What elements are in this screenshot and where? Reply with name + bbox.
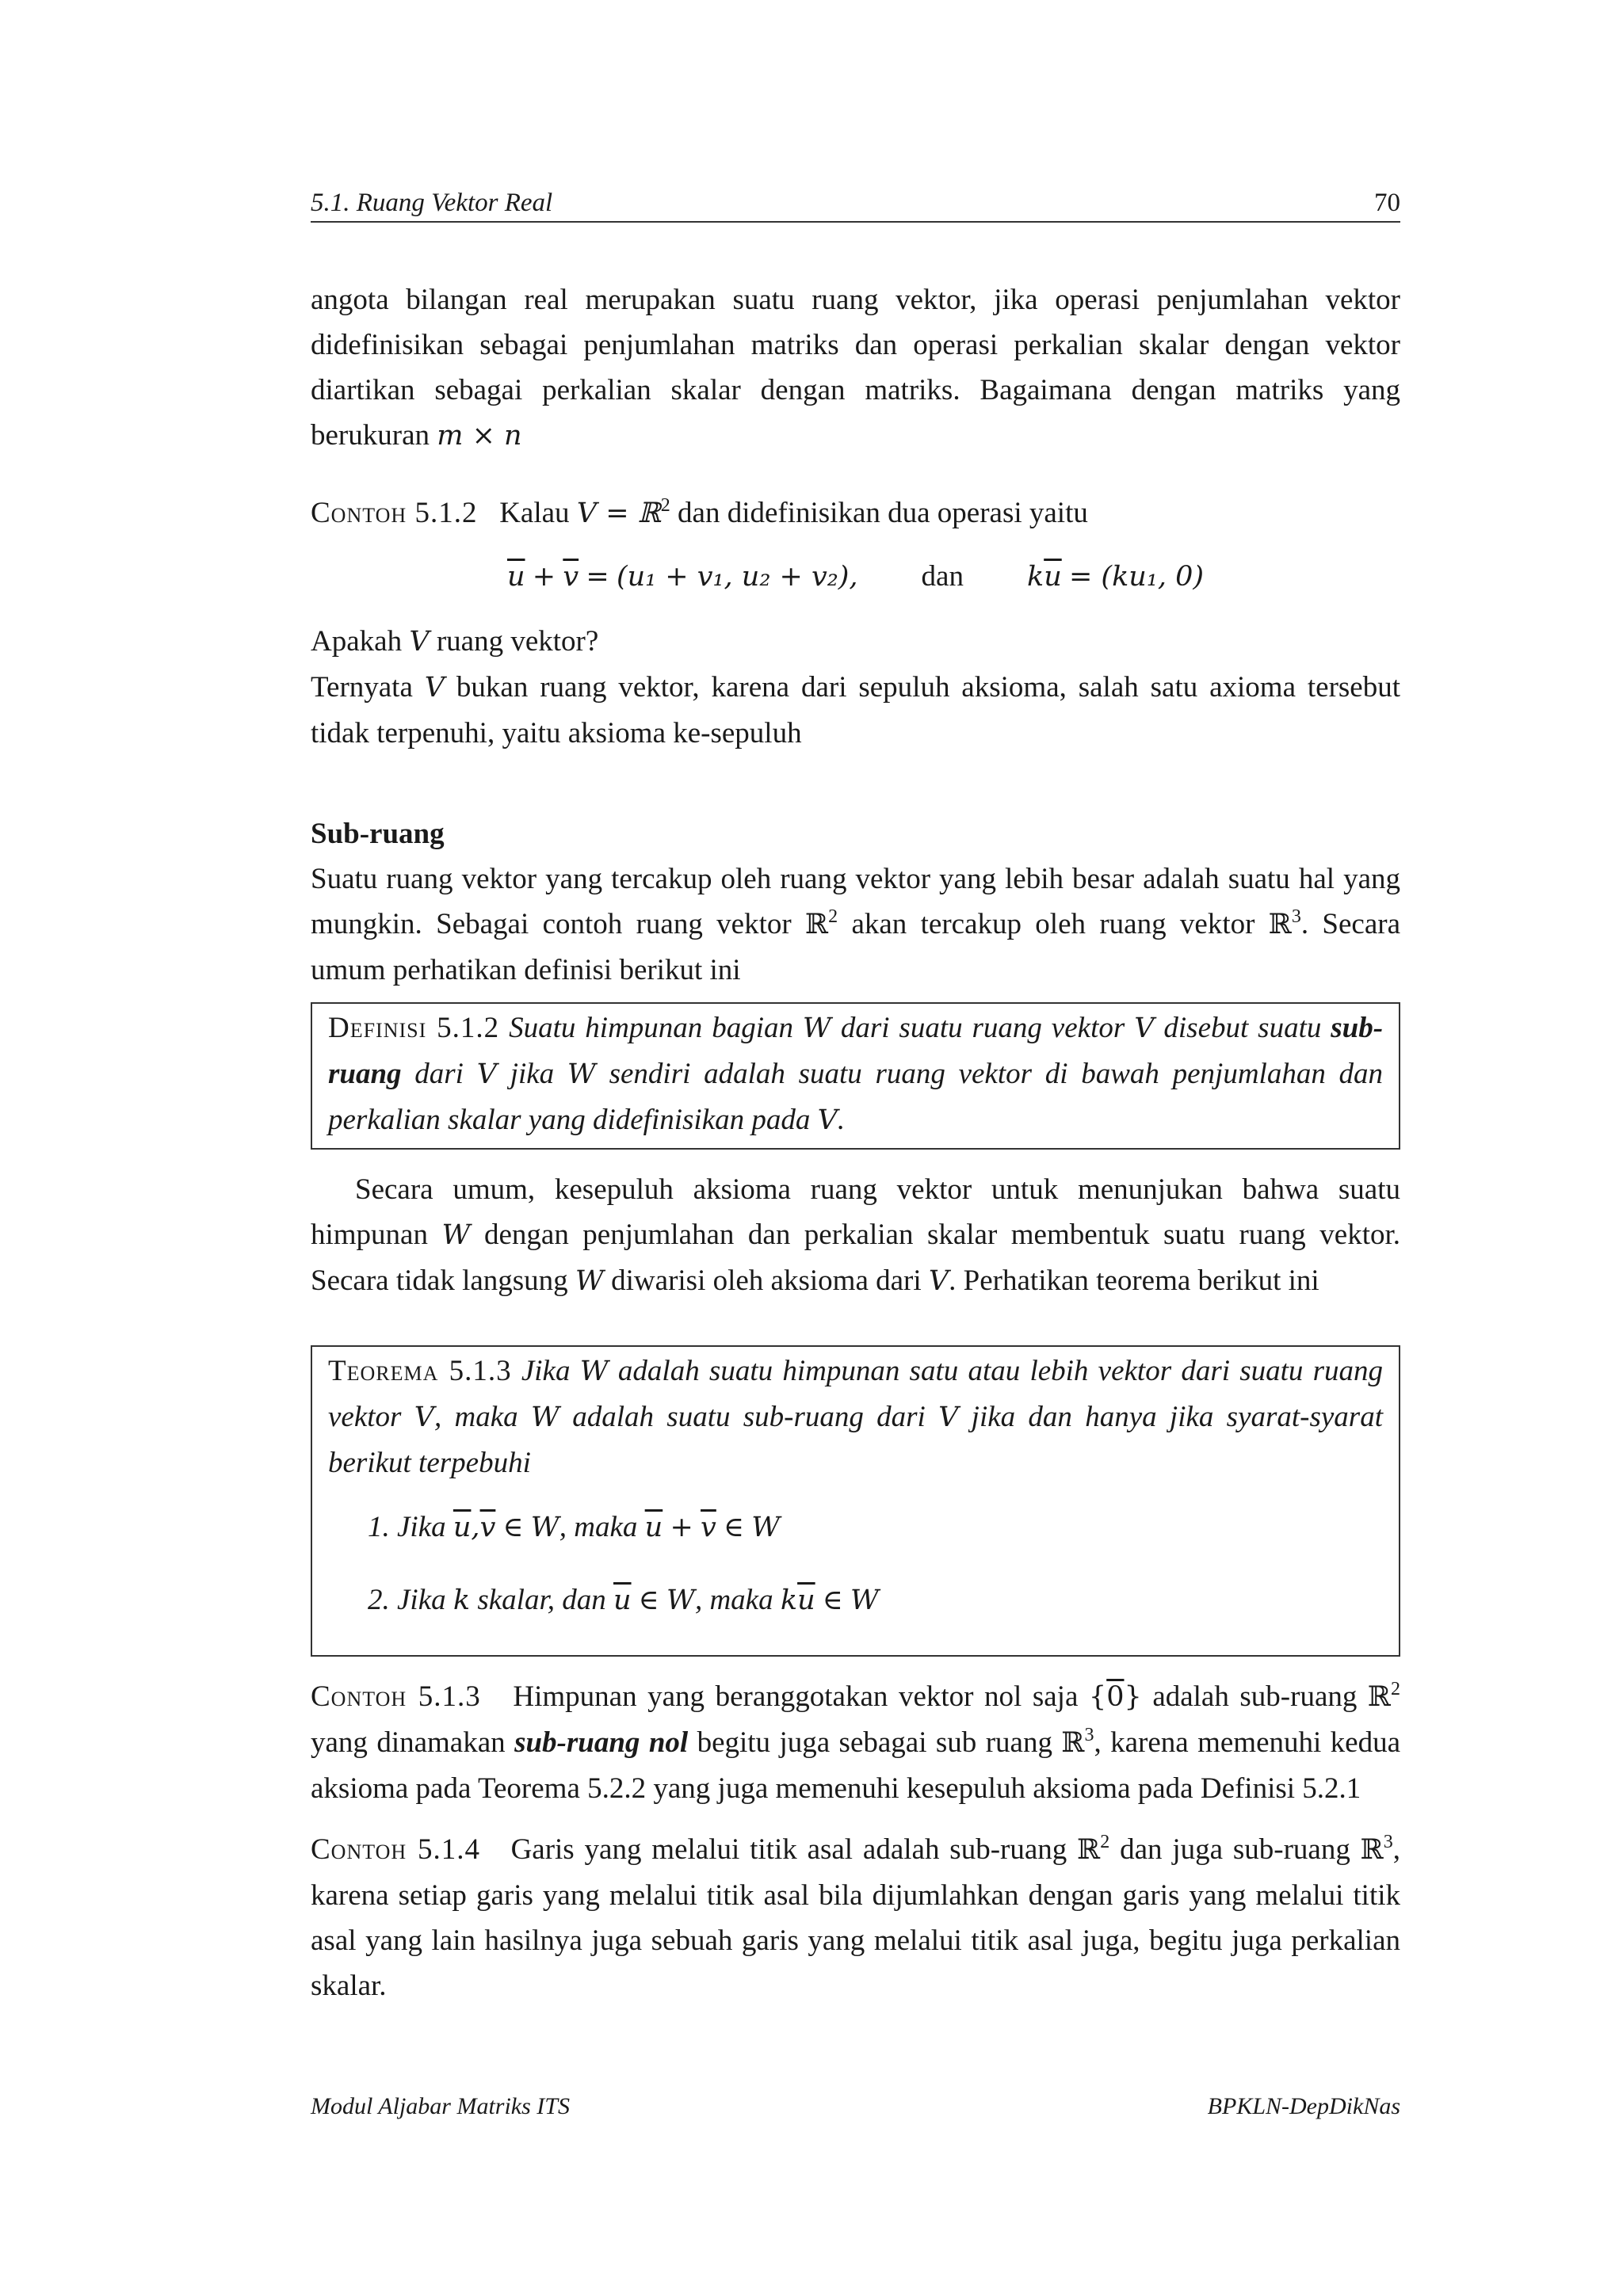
contoh-label: Contoh 5.1.4	[311, 1833, 481, 1866]
condition-item: 1. Jika $\overline{u},\overline{v}$ ∈ W, maka $\overline{u} + \overline{v}$ ∈ W	[368, 1511, 781, 1543]
running-footer	[311, 2093, 1400, 2120]
paragraph-intro: angota bilangan real merupakan suatu ruang vektor, jika operasi penjumlahan vektor didefinisikan sebagai penjumlahan matriks dan operasi perkalian skalar dengan vektor diartikan sebagai perkalian skalar dengan matriks. Bagaimana dengan matriks yang berukuran m × n	[311, 284, 1400, 452]
theorem-label: Teorema 5.1.3	[328, 1355, 512, 1387]
definition-box: Definisi 5.1.2 Suatu himpunan bagian W dari suatu ruang vektor V disebut suatu sub-ruang dari V jika W sendiri adalah suatu ruang vektor di bawah penjumlahan dan perkalian skalar yang didefinisikan pada V.	[311, 1002, 1400, 1150]
definition-label: Definisi 5.1.2	[328, 1012, 500, 1044]
equation-connector: dan	[921, 560, 964, 593]
condition-item: 2. Jika k skalar, dan $\overline{u}$ ∈ W, maka $k\overline{u}$ ∈ W	[368, 1584, 880, 1616]
section-heading-subruang: Sub-ruang	[311, 818, 445, 850]
paragraph-secara-umum: Secara umum, kesepuluh aksioma ruang vektor untuk menunjukan bahwa suatu himpunan W dengan penjumlahan dan perkalian skalar membentuk suatu ruang vektor. Secara tidak langsung W diwarisi oleh aksioma dari V. Perhatikan teorema berikut ini	[311, 1173, 1401, 1297]
page-body	[311, 277, 1400, 2008]
running-header	[311, 189, 1400, 223]
contoh-label: Contoh 5.1.3	[311, 1680, 481, 1713]
contoh-5-1-4: Contoh 5.1.4 Garis yang melalui titik asal adalah sub-ruang ℝ$^2$ dan juga sub-ruang ℝ$^3$, karena setiap garis yang melalui titik asal bila dijumlahkan dengan garis yang melalui titik asal yang lain hasilnya juga sebuah garis yang melalui titik asal juga, begitu juga perkalian skalar.	[311, 1832, 1401, 2002]
page-number: 70	[1374, 189, 1400, 217]
contoh-5-1-2: Contoh 5.1.2 Kalau V = ℝ$^2$ dan didefinisikan dua operasi yaitu	[311, 495, 1088, 529]
math-m-times-n: m × n	[437, 420, 522, 452]
paragraph-subruang: Suatu ruang vektor yang tercakup oleh ruang vektor yang lebih besar adalah suatu hal yang mungkin. Sebagai contoh ruang vektor ℝ$^2$ akan tercakup oleh ruang vektor ℝ$^3$. Secara umum perhatikan definisi berikut ini	[311, 863, 1401, 986]
footer-left: Modul Aljabar Matriks ITS	[311, 2093, 570, 2119]
display-equation: $\overline{u} + \overline{v} = (u_1 + v_1$, u₂ + v₂), dan $k\overline{u} = (ku_1$, 0)	[311, 554, 1400, 600]
footer-right: BPKLN-DepDikNas	[1207, 2093, 1400, 2119]
theorem-box: Teorema 5.1.3 Jika W adalah suatu himpunan satu atau lebih vektor dari suatu ruang vektor V, maka W adalah suatu sub-ruang dari V jika dan hanya jika syarat-syarat berikut terpebuhi 1. Jika $\overline{u},\overline{v}$ ∈ W, maka $\overline{u} + \overline{v}$ ∈ W 2. Jika k skalar, dan $\overline{u}$ ∈ W, maka $k\overline{u}$ ∈ W	[311, 1345, 1400, 1657]
header-section: 5.1. Ruang Vektor Real	[311, 189, 553, 217]
theorem-conditions	[368, 1505, 1383, 1623]
answer: Ternyata V bukan ruang vektor, karena dari sepuluh aksioma, salah satu axioma tersebut tidak terpenuhi, yaitu aksioma ke-sepuluh	[311, 671, 1400, 749]
contoh-label: Contoh 5.1.2	[311, 497, 478, 529]
contoh-5-1-3: Contoh 5.1.3 Himpunan yang beranggotakan vektor nol saja {0} adalah sub-ruang ℝ$^2$ yang dinamakan sub-ruang nol begitu juga sebagai sub ruang ℝ$^3$, karena memenuhi kedua aksioma pada Teorema 5.2.2 yang juga memenuhi kesepuluh aksioma pada Definisi 5.2.1	[311, 1679, 1401, 1805]
question: Apakah V ruang vektor?	[311, 625, 599, 658]
